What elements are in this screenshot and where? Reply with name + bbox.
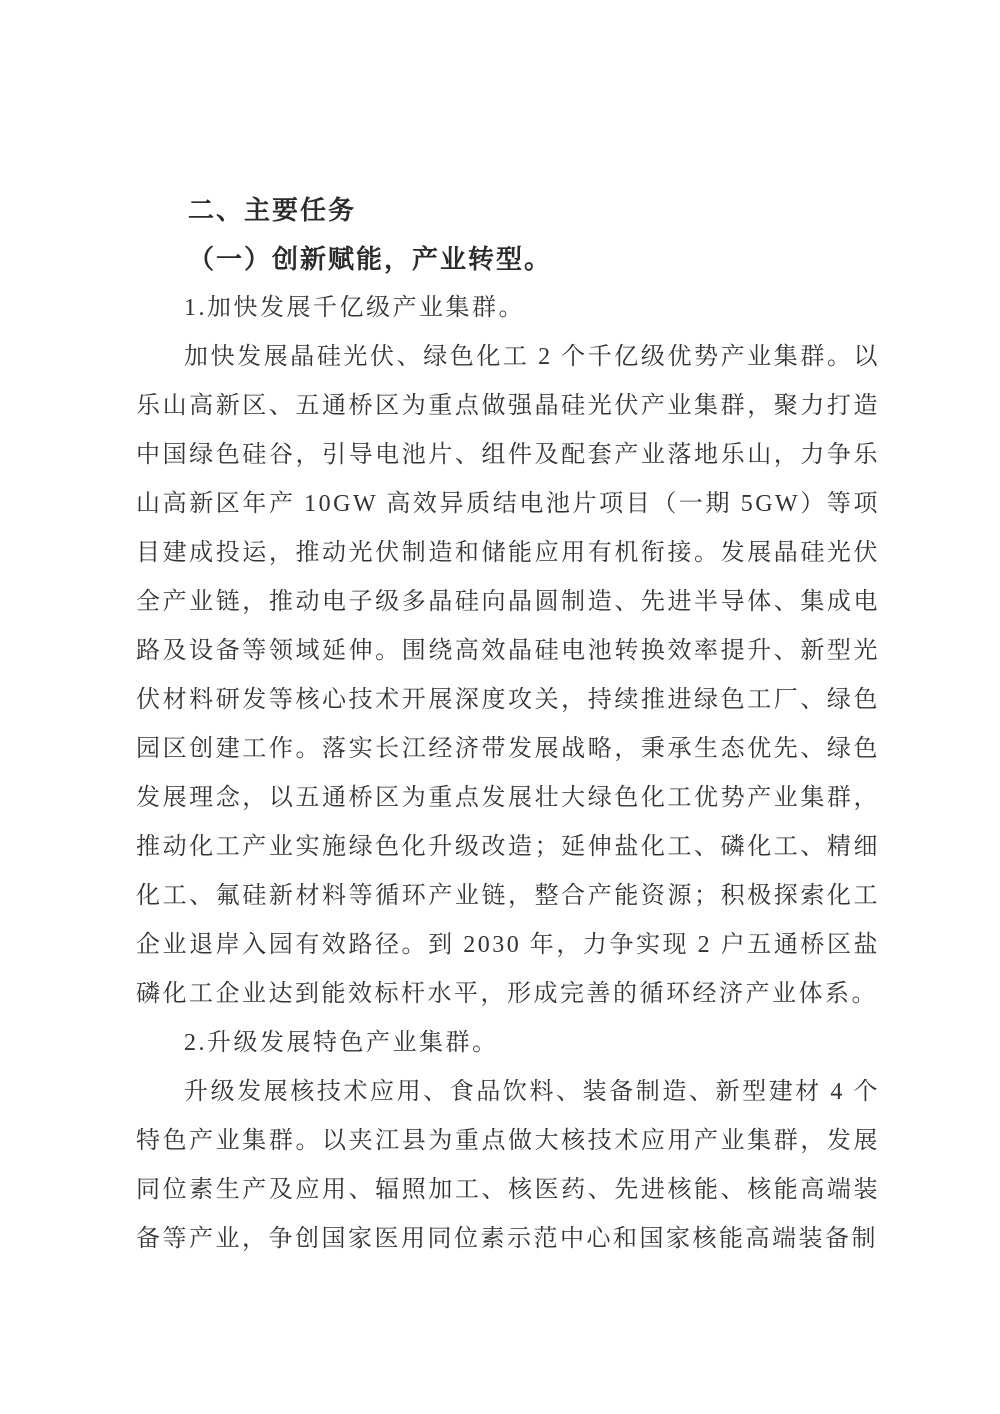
subsection-heading-innovation: （一）创新赋能，产业转型。 [188, 245, 553, 274]
list-item-2-title: 2.升级发展特色产业集群。 [184, 1030, 499, 1056]
section-heading-main-tasks: 二、主要任务 [188, 195, 357, 225]
list-item-1-title: 1.加快发展千亿级产业集群。 [184, 295, 525, 321]
paragraph-cluster-2-body: 升级发展核技术应用、食品饮料、装备制造、新型建材 4 个特色产业集群。以夹江县为重点做大核技术应用产业集群，发展同位素生产及应用、辐照加工、核医药、先进核能、核能高端装备等产业，争创国家医用同位素示范中心和国家核能高端装备制 [136, 1079, 880, 1252]
paragraph-cluster-1-body: 加快发展晶硅光伏、绿色化工 2 个千亿级优势产业集群。以乐山高新区、五通桥区为重点做强晶硅光伏产业集群，聚力打造中国绿色硅谷，引导电池片、组件及配套产业落地乐山，力争乐山高新区年产 10GW 高效异质结电池片项目（一期 5GW）等项目建成投运，推动光伏制造和储能应用有机衔接。发展晶硅光伏全产业链，推动电子级多晶硅向晶圆制造、先进半导体、集成电路及设备等领域延伸。围绕高效晶硅电池转换效率提升、新型光伏材料研发等核心技术开展深度攻关，持续推进绿色工厂、绿色园区创建工作。落实长江经济带发展战略，秉承生态优先、绿色发展理念，以五通桥区为重点发展壮大绿色化工优势产业集群，推动化工产业实施绿色化升级改造；延伸盐化工、磷化工、精细化工、氟硅新材料等循环产业链，整合产能资源；积极探索化工企业退岸入园有效路径。到 2030 年，力争实现 2 户五通桥区盐磷化工企业达到能效标杆水平，形成完善的循环经济产业体系。 [136, 344, 880, 1007]
